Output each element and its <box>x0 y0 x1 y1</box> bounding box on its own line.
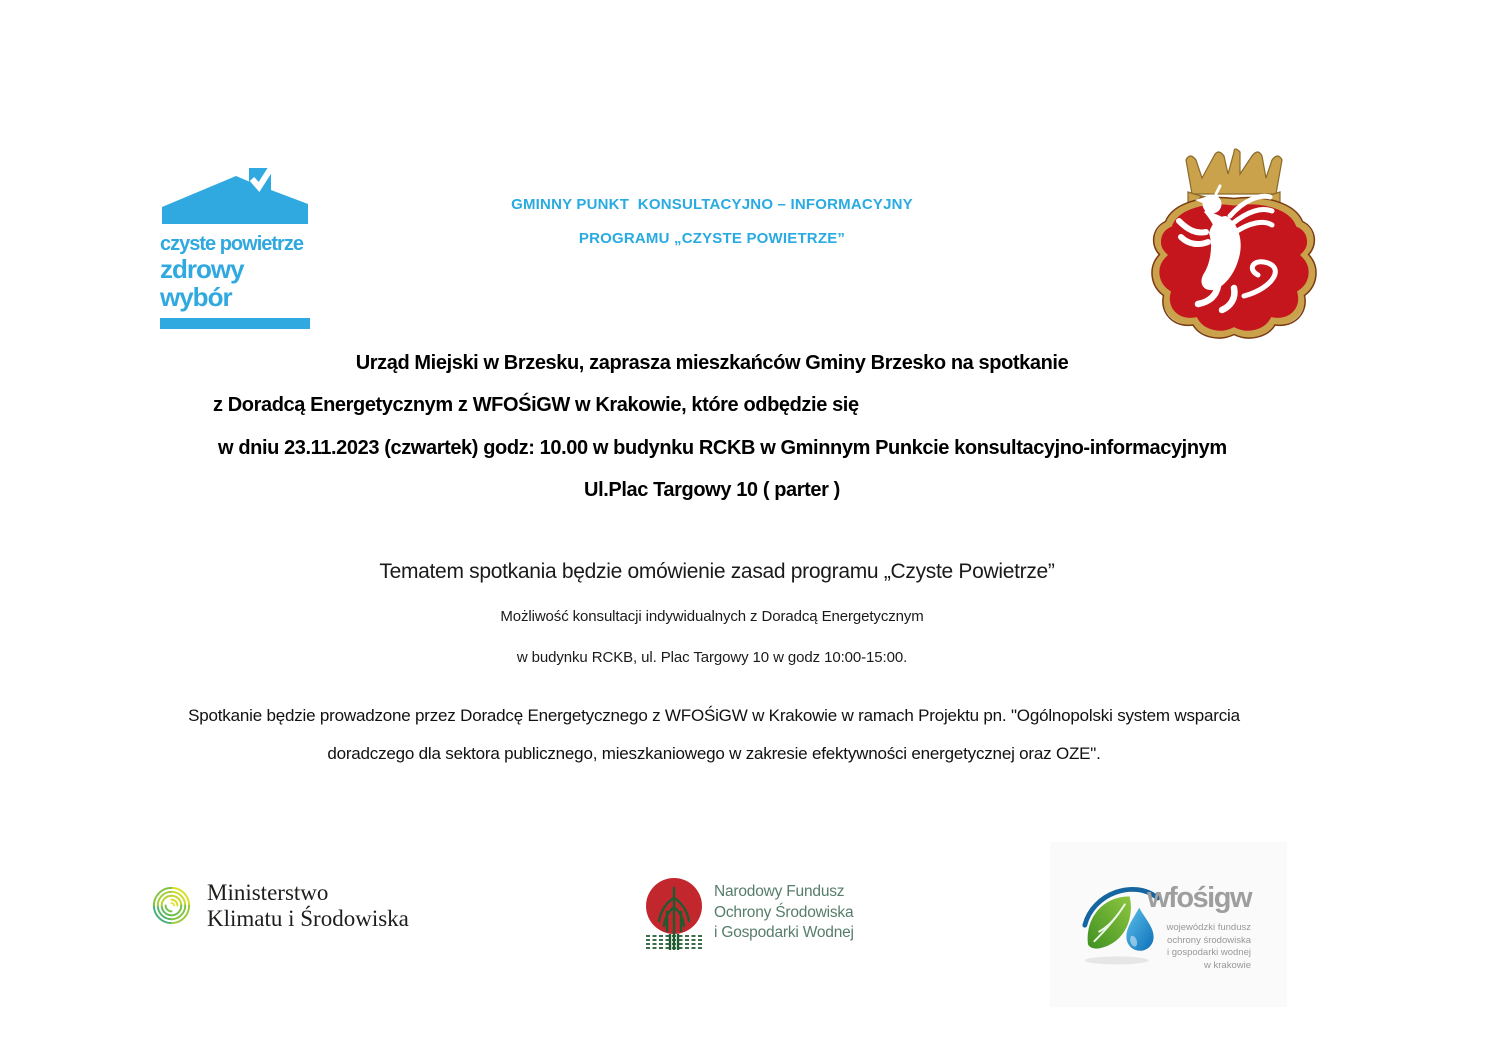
wfosigw-subtitle-line-2: ochrony środowiska <box>1167 934 1251 946</box>
wfosigw-subtitle <box>1167 922 1252 972</box>
czyste-logo-text-2: zdrowy wybór <box>160 254 244 312</box>
project-note-line-2: doradczego dla sektora publicznego, mieszkaniowego w zakresie efektywności energetycznej oraz OZE". <box>327 744 1101 763</box>
house-checkmark-icon <box>160 164 310 226</box>
invitation-line-2: z Doradcą Energetycznym z WFOŚiGW w Krakowie, które odbędzie się <box>213 394 859 416</box>
meeting-topic: Tematem spotkania będzie omówienie zasad programu „Czyste Powietrze” <box>379 560 1055 583</box>
nfosigw-name <box>714 882 854 944</box>
brzesko-crest-icon <box>1146 144 1322 347</box>
czyste-logo-bar <box>160 318 310 329</box>
location-hours: w budynku RCKB, ul. Plac Targowy 10 w godz 10:00-15:00. <box>516 649 908 666</box>
page-title <box>412 196 1012 247</box>
title-line-2: PROGRAMU „CZYSTE POWIETRZE” <box>578 230 846 247</box>
wfosigw-wordmark: wfośigw <box>1147 882 1251 914</box>
invitation-line-1: Urząd Miejski w Brzesku, zaprasza mieszkańców Gminy Brzesko na spotkanie <box>355 352 1069 374</box>
ministry-name <box>207 880 409 932</box>
wfosigw-subtitle-line-3: i gospodarki wodnej <box>1167 947 1251 958</box>
nfosigw-tree-icon <box>642 876 706 957</box>
wfosigw-subtitle-line-4: w krakowie <box>1204 959 1251 971</box>
nfosigw-name-line-3: i Gospodarki Wodnej <box>714 924 854 941</box>
ministry-name-line-2: Klimatu i Środowiska <box>207 906 409 931</box>
czyste-logo-text-1: czyste powietrze <box>160 233 303 255</box>
project-note-line-1: Spotkanie będzie prowadzone przez Doradcę Energetycznego z WFOŚiGW w Krakowie w ramach Projektu pn. "Ogólnopolski system wsparcia <box>188 706 1240 725</box>
ministry-swirl-icon <box>148 882 195 929</box>
wfosigw-subtitle-line-1: wojewódzki fundusz <box>1166 922 1251 933</box>
wfosigw-logo <box>1050 842 1287 1007</box>
invitation-line-4: Ul.Plac Targowy 10 ( parter ) <box>584 479 840 501</box>
nfosigw-name-line-1: Narodowy Fundusz <box>714 883 845 900</box>
czyste-powietrze-logo <box>160 164 310 329</box>
title-line-1: GMINNY PUNKT KONSULTACYJNO – INFORMACYJNY <box>511 196 913 213</box>
invitation-line-3: w dniu 23.11.2023 (czwartek) godz: 10.00 w budynku RCKB w Gminnym Punkcie konsultacyjno-informacyjnym <box>218 437 1227 459</box>
ministry-name-line-1: Ministerstwo <box>207 880 329 905</box>
consultation-info: Możliwość konsultacji indywidualnych z Doradcą Energetycznym <box>500 608 924 625</box>
nfosigw-name-line-2: Ochrony Środowiska <box>714 903 854 921</box>
ministry-climate-logo <box>148 882 409 932</box>
